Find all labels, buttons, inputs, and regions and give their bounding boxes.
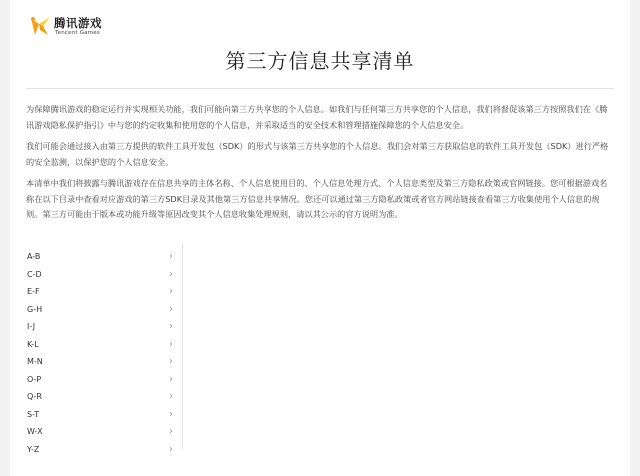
tencent-games-logo-icon [28,14,52,38]
index-item-label: G-H [27,304,43,314]
index-item-label: K-L [27,339,39,349]
tencent-games-logo[interactable] [28,12,138,44]
index-item-o-p[interactable] [27,371,177,389]
chevron-right-icon: › [169,391,173,402]
index-item-c-d[interactable] [27,266,177,284]
index-item-label: A-B [27,252,41,261]
chevron-right-icon: › [169,286,173,297]
logo-text-en: Tencent Games [55,30,100,36]
index-item-label: C-D [27,269,42,279]
chevron-right-icon: › [169,338,173,350]
chevron-right-icon: › [169,251,173,262]
index-divider [182,244,183,449]
page-title: 第三方信息共享清单 [225,49,415,73]
index-item-a-b[interactable] [27,248,177,266]
chevron-right-icon: › [169,268,173,280]
index-item-label: E-F [27,287,40,296]
chevron-right-icon: › [169,443,173,455]
index-item-i-j[interactable] [27,318,177,336]
index-item-q-r[interactable] [27,388,177,406]
index-item-label: M-N [27,357,43,366]
game-index-list [27,248,177,458]
index-item-label: S-T [27,409,40,419]
chevron-right-icon: › [169,373,173,385]
chevron-right-icon: › [169,356,173,367]
index-item-y-z[interactable] [27,441,177,459]
intro-paragraph-2: 我们可能会通过接入由第三方提供的软件工具开发包（SDK）的形式与该第三方共享您的个人信息。我们会对第三方获取信息的软件工具开发包（SDK）进行严格的安全监测，以保护您的个人信息安全。 [26,141,609,167]
title-divider [26,88,614,89]
intro-paragraph-1: 为保障腾讯游戏的稳定运行并实现相关功能，我们可能向第三方共享您的个人信息。如我们与任何第三方共享您的个人信息，我们将督促该第三方按照我们在《腾讯游戏隐私保护指引》中与您的约定收集和使用您的个人信息，并采取适当的安全技术和管理措施保障您的个人信息安全。 [26,104,608,130]
index-item-e-f[interactable] [27,283,177,301]
index-item-label: O-P [27,374,42,384]
index-item-m-n[interactable] [27,353,177,371]
index-item-w-x[interactable] [27,423,177,441]
chevron-right-icon: › [169,303,173,315]
intro-text [26,102,614,229]
page [10,0,630,476]
index-item-label: W-X [27,427,43,436]
chevron-right-icon: › [169,408,173,420]
index-item-k-l[interactable] [27,336,177,354]
index-item-g-h[interactable] [27,301,177,319]
index-item-label: Q-R [27,392,42,401]
intro-paragraph-3: 本清单中我们将披露与腾讯游戏存在信息共享的主体名称、个人信息使用目的、个人信息处理方式、个人信息类型及第三方隐私政策或官网链接。您可根据游戏名称在以下目录中查看对应游戏的第三方SDK目录及其他第三方信息共享情况。您还可以通过第三方隐私政策或者官方网站链接查看第三方收集使用个人信息的规则。第三方可能由于版本或功能升级等原因改变其个人信息收集处理规则，请以其公示的官方说明为准。 [26,178,608,219]
chevron-right-icon: › [169,321,173,332]
chevron-right-icon: › [169,426,173,437]
logo-text-cn: 腾讯游戏 [54,16,102,30]
index-item-label: I-J [27,322,36,331]
index-item-s-t[interactable] [27,406,177,424]
index-item-label: Y-Z [27,444,40,454]
